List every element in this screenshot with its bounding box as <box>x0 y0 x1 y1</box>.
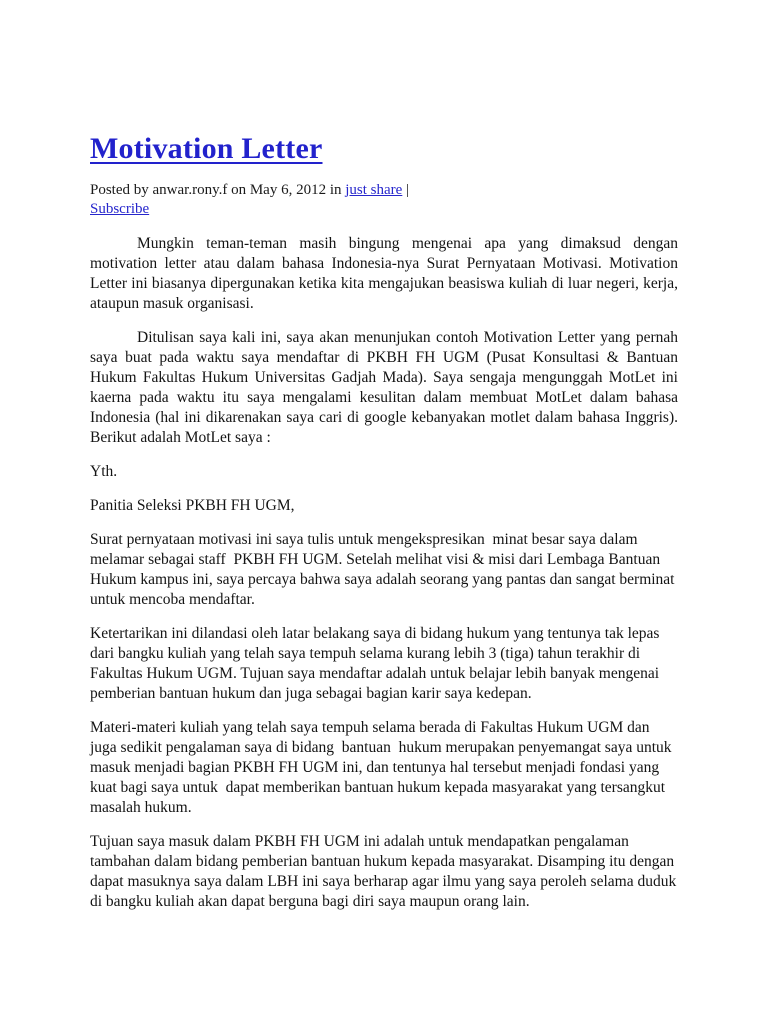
post-meta-separator: | <box>402 181 410 198</box>
letter-paragraph-4: Tujuan saya masuk dalam PKBH FH UGM ini adalah untuk mendapatkan pengalaman tambahan dalam bidang pemberian bantuan hukum kepada masyarakat. Disamping itu dengan dapat masuknya saya dalam LBH ini saya berharap agar ilmu yang saya peroleh selama duduk di bangku kuliah akan dapat berguna bagi diri saya maupun orang lain. <box>90 832 681 910</box>
letter-salutation: Yth. <box>90 462 118 480</box>
intro-paragraph-1: Mungkin teman-teman masih bingung mengenai apa yang dimaksud dengan motivation letter atau dalam bahasa Indonesia-nya Surat Pernyataan Motivasi. Motivation Letter ini biasanya dipergunakan ketika kita mengajukan beasiswa kuliah di luar negeri, kerja, ataupun masuk organisasi. <box>90 234 678 312</box>
letter-paragraph-1: Surat pernyataan motivasi ini saya tulis untuk mengekspresikan minat besar saya dalam melamar sebagai staff PKBH FH UGM. Setelah melihat visi & misi dari Lembaga Bantuan Hukum kampus ini, saya percaya bahwa saya adalah seorang yang pantas dan sangat berminat untuk mencoba mendaftar. <box>90 530 679 608</box>
letter-paragraph-2: Ketertarikan ini dilandasi oleh latar belakang saya di bidang hukum yang tentunya tak lepas dari bangku kuliah yang telah saya tempuh selama kurang lebih 3 (tiga) tahun terakhir di Fakultas Hukum UGM. Tujuan saya mendaftar adalah untuk belajar lebih banyak mengenai pemberian bantuan hukum dan juga sebagai bagian karir saya kedepan. <box>90 624 664 702</box>
subscribe-link[interactable]: Subscribe <box>90 200 150 217</box>
post-title: Motivation Letter <box>90 132 323 165</box>
letter-recipient: Panitia Seleksi PKBH FH UGM, <box>90 496 295 514</box>
category-link[interactable]: just share <box>345 181 403 198</box>
post-meta-text: Posted by anwar.rony.f on May 6, 2012 in <box>90 181 346 198</box>
intro-paragraph-2: Ditulisan saya kali ini, saya akan menunjukan contoh Motivation Letter yang pernah saya buat pada waktu saya mendaftar di PKBH FH UGM (Pusat Konsultasi & Bantuan Hukum Fakultas Hukum Universitas Gadjah Mada). Saya sengaja mengunggah MotLet ini kaerna pada waktu itu saya mengalami kesulitan dalam membuat MotLet dalam bahasa Indonesia (hal ini dikarenakan saya cari di google kebanyakan motlet dalam bahasa Inggris). Berikut adalah MotLet saya : <box>90 328 678 446</box>
letter-paragraph-3: Materi-materi kuliah yang telah saya tempuh selama berada di Fakultas Hukum UGM dan juga sedikit pengalaman saya di bidang bantuan hukum merupakan penyemangat saya untuk masuk menjadi bagian PKBH FH UGM ini, dan tentunya hal tersebut menjadi fondasi yang kuat bagi saya untuk dapat memberikan bantuan hukum kepada masyarakat yang tersangkut masalah hukum. <box>90 718 676 816</box>
post-meta <box>90 181 678 219</box>
